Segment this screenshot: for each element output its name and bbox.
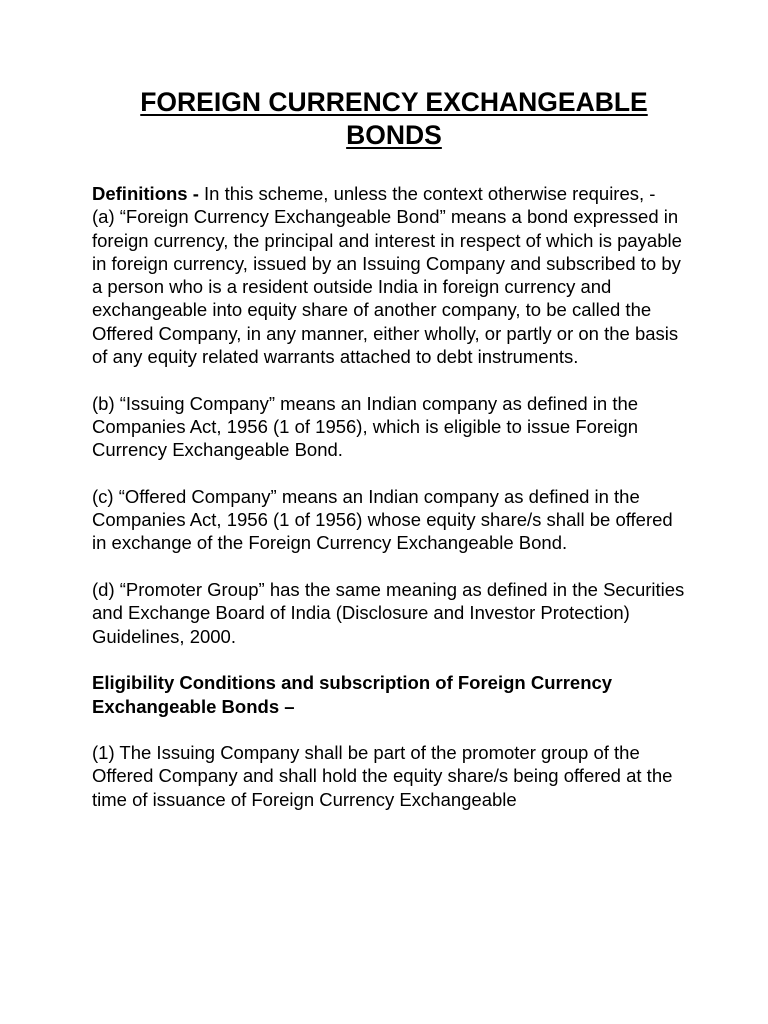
eligibility-heading-block (92, 671, 692, 718)
definitions-heading: Definitions - (92, 183, 199, 204)
definition-b-block (92, 392, 692, 462)
title-line-2: BONDS (346, 120, 442, 150)
document-title (92, 86, 692, 152)
definition-c-block (92, 485, 692, 555)
definitions-intro: In this scheme, unless the context otherwise requires, - (198, 183, 656, 204)
definition-b: (b) “Issuing Company” means an Indian company as defined in the Companies Act, 1956 (1 of 1956), which is eligible to issue Foreign Currency Exchangeable Bond. (92, 392, 639, 461)
document-body (92, 182, 692, 811)
eligibility-heading: Eligibility Conditions and subscription of Foreign Currency Exchangeable Bonds – (92, 672, 613, 717)
definition-c: (c) “Offered Company” means an Indian company as defined in the Companies Act, 1956 (1 of 1956) whose equity share/s shall be offered in exchange of the Foreign Currency Exchangeable Bond. (92, 485, 673, 554)
definition-a: (a) “Foreign Currency Exchangeable Bond” means a bond expressed in foreign currency, the principal and interest in respect of which is payable in foreign currency, issued by an Issuing Company and subscribed to by a person who is a resident outside India in foreign currency and exchangeable into equity share of another company, to be called the Offered Company, in any manner, either wholly, or partly or on the basis of any equity related warrants attached to debt instruments. (92, 206, 682, 368)
document-page (92, 86, 692, 834)
definitions-intro-paragraph (92, 182, 692, 205)
definition-d-block (92, 578, 692, 648)
definitions-section (92, 182, 692, 368)
eligibility-item-1-block (92, 741, 692, 811)
eligibility-item-1: (1) The Issuing Company shall be part of the promoter group of the Offered Company and shall hold the equity share/s being offered at the time of issuance of Foreign Currency Exchangeable (92, 742, 673, 810)
title-line-1: FOREIGN CURRENCY EXCHANGEABLE (140, 87, 648, 117)
definition-d: (d) “Promoter Group” has the same meaning as defined in the Securities and Exchange Board of India (Disclosure and Investor Protection) Guidelines, 2000. (92, 579, 685, 647)
